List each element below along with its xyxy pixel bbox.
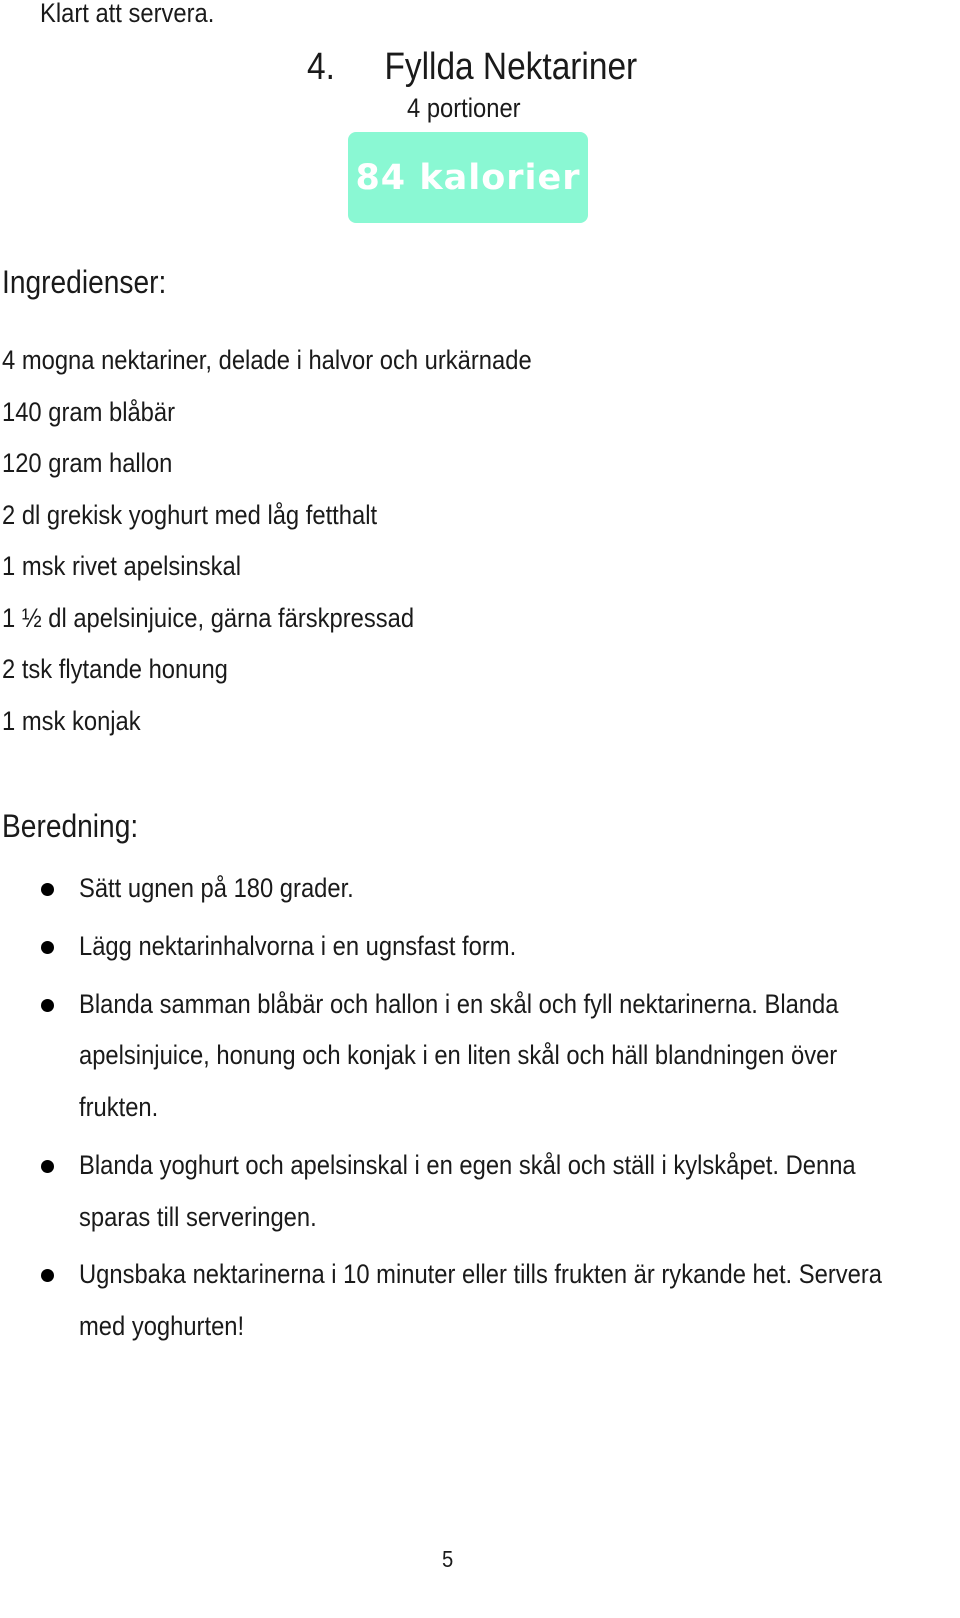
ingredient-item: 120 gram hallon [2,448,173,478]
bullet-icon [41,883,54,896]
ingredient-item: 4 mogna nektariner, delade i halvor och urkärnade [2,345,532,375]
ingredient-item: 1 msk konjak [2,706,141,736]
recipe-title [307,46,637,89]
preparation-heading: Beredning: [2,808,139,844]
step-line: Sätt ugnen på 180 grader. [79,873,354,903]
ingredient-item: 1 msk rivet apelsinskal [2,551,242,581]
step-line: frukten. [79,1092,159,1122]
calorie-badge [348,132,588,223]
step-line: Lägg nektarinhalvorna i en ugnsfast form. [79,931,517,961]
step-line: Blanda yoghurt och apelsinskal i en egen skål och ställ i kylskåpet. Denna [79,1150,856,1180]
ingredients-heading: Ingredienser: [2,264,167,300]
calorie-text: 84 kalorier [355,157,581,198]
step-line: med yoghurten! [79,1311,245,1341]
bullet-icon [41,1160,54,1173]
ingredient-item: 2 tsk flytande honung [2,654,228,684]
portions-label: 4 portioner [407,93,521,123]
ingredient-item: 140 gram blåbär [2,397,176,427]
ingredient-item: 2 dl grekisk yoghurt med låg fetthalt [2,500,378,530]
recipe-number: 4. [307,46,335,88]
recipe-title-text: Fyllda Nektariner [384,46,638,88]
step-line: Ugnsbaka nektarinerna i 10 minuter eller tills frukten är rykande het. Servera [79,1259,882,1289]
previous-recipe-tail: Klart att servera. [40,0,215,28]
bullet-icon [41,999,54,1012]
step-line: Blanda samman blåbär och hallon i en skål och fyll nektarinerna. Blanda [79,989,839,1019]
page-number: 5 [442,1546,454,1572]
ingredient-item: 1 ½ dl apelsinjuice, gärna färskpressad [2,603,415,633]
bullet-icon [41,1269,54,1282]
step-line: sparas till serveringen. [79,1202,317,1232]
step-line: apelsinjuice, honung och konjak i en liten skål och häll blandningen över [79,1040,838,1070]
bullet-icon [41,941,54,954]
